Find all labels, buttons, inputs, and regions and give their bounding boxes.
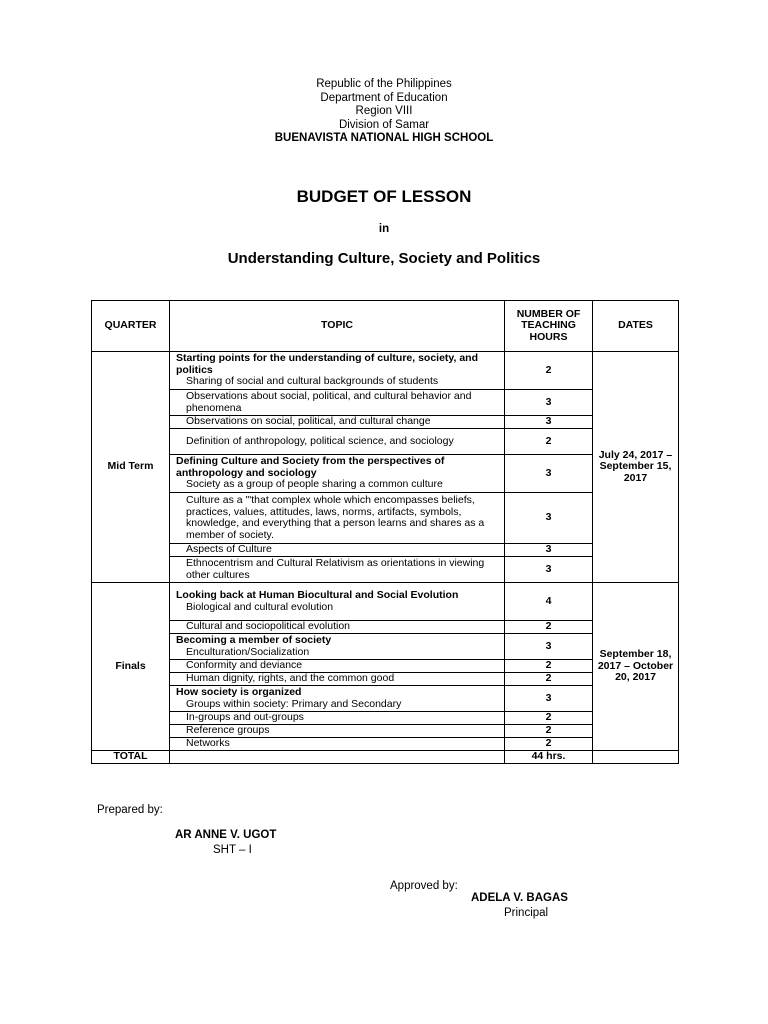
table-row [92, 634, 679, 660]
topic-cell: Looking back at Human Biocultural and Social Evolution Biological and cultural evolution [170, 583, 505, 621]
budget-table [91, 300, 679, 764]
topic-cell: Aspects of Culture [170, 544, 505, 557]
table-row [92, 673, 679, 686]
table-row [92, 455, 679, 493]
hours-cell: 2 [505, 621, 593, 634]
table-row [92, 712, 679, 725]
topic-cell: Observations on social, political, and cultural change [170, 416, 505, 429]
hours-cell: 3 [505, 557, 593, 583]
table-row [92, 686, 679, 712]
table-header-row [92, 301, 679, 352]
header-division: Division of Samar [338, 118, 430, 131]
header-quarter: QUARTER [92, 301, 170, 352]
topic-cell: Ethnocentrism and Cultural Relativism as orientations in viewing other cultures [170, 557, 505, 583]
topic-cell: Conformity and deviance [170, 660, 505, 673]
total-hours: 44 hrs. [505, 751, 593, 764]
prepared-by-position: SHT – I [213, 844, 252, 856]
hours-cell: 3 [505, 544, 593, 557]
quarter-midterm: Mid Term [92, 352, 170, 583]
table-row [92, 416, 679, 429]
topic-cell: Cultural and sociopolitical evolution [170, 621, 505, 634]
hours-cell: 2 [505, 725, 593, 738]
table-row [92, 352, 679, 390]
title-in: in [378, 223, 390, 235]
table-row [92, 583, 679, 621]
hours-cell: 2 [505, 673, 593, 686]
topic-cell: Defining Culture and Society from the perspectives of anthropology and sociology Society as a group of people sharing a common culture [170, 455, 505, 493]
hours-cell: 3 [505, 390, 593, 416]
total-row [92, 751, 679, 764]
dates-midterm: July 24, 2017 – September 15, 2017 [593, 352, 679, 583]
topic-cell: Observations about social, political, and cultural behavior and phenomena [170, 390, 505, 416]
header-republic: Republic of the Philippines [316, 78, 452, 90]
document-header [0, 78, 768, 146]
table-row [92, 493, 679, 544]
topic-cell: Human dignity, rights, and the common good [170, 673, 505, 686]
header-department: Department of Education [320, 91, 448, 104]
table-row [92, 544, 679, 557]
hours-cell: 3 [505, 686, 593, 712]
total-label: TOTAL [92, 751, 170, 764]
hours-cell: 2 [505, 660, 593, 673]
approved-by-name: ADELA V. BAGAS [471, 892, 568, 904]
table-row [92, 557, 679, 583]
quarter-finals: Finals [92, 583, 170, 751]
hours-cell: 3 [505, 493, 593, 544]
table-row [92, 725, 679, 738]
hours-cell: 2 [505, 352, 593, 390]
topic-cell: In-groups and out-groups [170, 712, 505, 725]
header-school: BUENAVISTA NATIONAL HIGH SCHOOL [274, 132, 494, 144]
hours-cell: 3 [505, 634, 593, 660]
hours-cell: 3 [505, 455, 593, 493]
prepared-by-label: Prepared by: [97, 804, 163, 816]
total-empty [170, 751, 505, 764]
topic-cell: Reference groups [170, 725, 505, 738]
topic-cell: Culture as a "'that complex whole which encompasses beliefs, practices, values, attitudes, laws, norms, artifacts, symbols, knowledge, and everything that a person learns and shares as a member of society. [170, 493, 505, 544]
header-region: Region VIII [355, 105, 413, 117]
total-dates-empty [593, 751, 679, 764]
header-dates: DATES [593, 301, 679, 352]
hours-cell: 4 [505, 583, 593, 621]
document-title: BUDGET OF LESSON [296, 187, 472, 206]
table-row [92, 621, 679, 634]
dates-finals: September 18, 2017 – October 20, 2017 [593, 583, 679, 751]
hours-cell: 2 [505, 429, 593, 455]
table-row [92, 390, 679, 416]
hours-cell: 2 [505, 712, 593, 725]
topic-cell: Starting points for the understanding of culture, society, and politics Sharing of social and cultural backgrounds of students [170, 352, 505, 390]
hours-cell: 2 [505, 738, 593, 751]
topic-cell: How society is organized Groups within society: Primary and Secondary [170, 686, 505, 712]
header-hours: NUMBER OF TEACHING HOURS [505, 301, 593, 352]
hours-cell: 3 [505, 416, 593, 429]
topic-cell: Becoming a member of society Enculturation/Socialization [170, 634, 505, 660]
subject-title: Understanding Culture, Society and Politics [227, 250, 541, 267]
table-row [92, 738, 679, 751]
approved-by-position: Principal [504, 907, 549, 919]
topic-cell: Networks [170, 738, 505, 751]
approved-by-label: Approved by: [390, 880, 458, 892]
header-topic: TOPIC [170, 301, 505, 352]
topic-cell: Definition of anthropology, political science, and sociology [170, 429, 505, 455]
table-row [92, 660, 679, 673]
prepared-by-name: AR ANNE V. UGOT [175, 829, 277, 841]
table-row [92, 429, 679, 455]
